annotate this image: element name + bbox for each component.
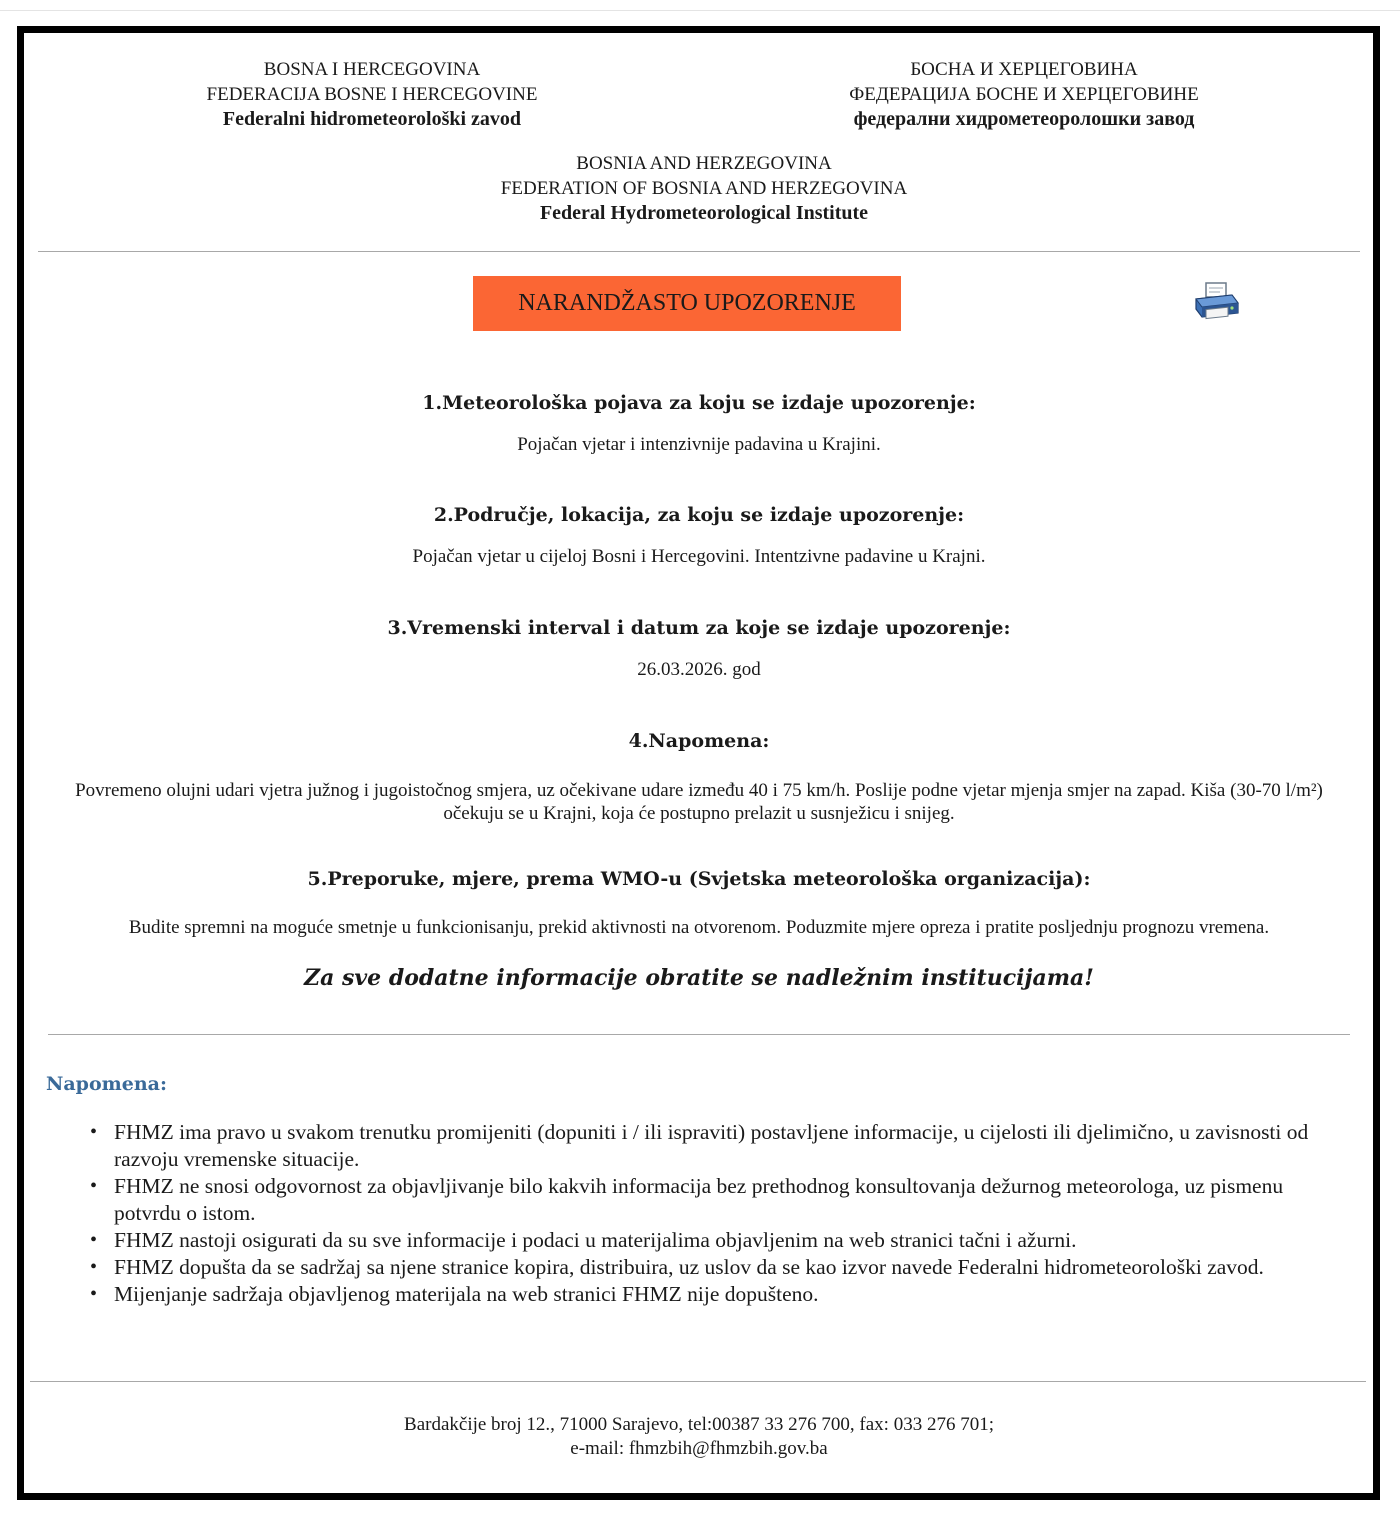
printer-icon	[1192, 281, 1240, 323]
header-federation: FEDERATION OF BOSNIA AND HERZEGOVINA	[500, 178, 908, 199]
closing-statement: Za sve dodatne informacije obratite se nadležnim institucijama!	[304, 965, 1094, 991]
section-2-text: Pojačan vjetar u cijeloj Bosni i Hercegovini. Intentzivne padavine u Krajni.	[412, 546, 986, 567]
section-5-text: Budite spremni na moguće smetnje u funkcionisanju, prekid aktivnosti na otvorenom. Poduzmite mjere opreza i pratite posljednju prognozu vremena.	[128, 917, 1270, 938]
section-5-heading: 5.Preporuke, mjere, prema WMO-u (Svjetska meteorološka organizacija):	[307, 868, 1091, 890]
header-institute: Federal Hydrometeorological Institute	[539, 202, 869, 224]
footer-address: Bardakčije broj 12., 71000 Sarajevo, tel:00387 33 276 700, fax: 033 276 701;	[404, 1414, 994, 1435]
header-english	[364, 151, 1044, 226]
footer-email[interactable]: e-mail: fhmzbih@fhmzbih.gov.ba	[570, 1438, 828, 1459]
section-3-heading: 3.Vremenski interval i datum za koje se izdaje upozorenje:	[387, 617, 1011, 639]
header-country: BOSNA I HERCEGOVINA	[263, 59, 481, 80]
section-1-heading: 1.Meteorološka pojava za koju se izdaje upozorenje:	[422, 392, 976, 414]
list-item: • FHMZ ima pravo u svakom trenutku promijeniti (dopuniti i / ili ispraviti) postavljene informacije, u cijelosti ili djelimično, u zavisnosti od razvoju vremenske situacije.	[114, 1119, 1354, 1173]
header-institute: федерални хидрометеоролошки завод	[853, 108, 1195, 130]
header-institute: Federalni hidrometeorološki zavod	[222, 108, 522, 130]
section-4-text: Povremeno olujni udari vjetra južnog i jugoistočnog smjera, uz očekivane udare između 40 i 75 km/h. Poslije podne vjetar mjenja smjer na zapad. Kiša (30-70 l/m²) očekuju se u Krajni, koja će postupno prelazit u susnježicu i snijeg.	[75, 780, 1323, 824]
warning-document	[17, 26, 1380, 1500]
header-divider	[38, 251, 1360, 252]
footer	[64, 1413, 1334, 1461]
section-2-heading: 2.Područje, lokacija, za koju se izdaje upozorenje:	[433, 504, 965, 526]
footer-divider	[30, 1381, 1366, 1382]
list-item: • FHMZ nastoji osigurati da su sve informacije i podaci u materijalima objavljenim na web stranici tačni i ažurni.	[114, 1227, 1354, 1254]
header-latin	[144, 57, 600, 132]
content-divider	[48, 1034, 1350, 1035]
header-country: BOSNIA AND HERZEGOVINA	[576, 153, 832, 174]
section-3-text: 26.03.2026. god	[637, 659, 761, 680]
header-cyrillic	[794, 57, 1254, 132]
section-4-heading: 4.Napomena:	[628, 730, 770, 752]
note-title: Napomena:	[46, 1073, 167, 1095]
header-federation: ФЕДЕРАЦИЈА БОСНЕ И ХЕРЦЕГОВИНЕ	[849, 84, 1199, 105]
note-list	[114, 1119, 1354, 1308]
header-federation: FEDERACIJA BOSNE I HERCEGOVINE	[206, 84, 538, 105]
print-button[interactable]	[1192, 281, 1240, 323]
warning-level-badge: NARANDŽASTO UPOZORENJE	[473, 276, 901, 331]
document-header	[24, 33, 1373, 253]
header-country: БОСНА И ХЕРЦЕГОВИНА	[910, 59, 1138, 80]
top-divider	[0, 10, 1400, 11]
list-item: • FHMZ dopušta da se sadržaj sa njene stranice kopira, distribuira, uz uslov da se kao izvor navede Federalni hidrometeorološki zavod.	[114, 1254, 1354, 1281]
section-1-text: Pojačan vjetar i intenzivnije padavina u Krajini.	[517, 434, 881, 455]
list-item: • Mijenjanje sadržaja objavljenog materijala na web stranici FHMZ nije dopušteno.	[114, 1281, 1354, 1308]
list-item: • FHMZ ne snosi odgovornost za objavljivanje bilo kakvih informacija bez prethodnog konsultovanja dežurnog meteorologa, uz pismenu potvrdu o istom.	[114, 1173, 1354, 1227]
